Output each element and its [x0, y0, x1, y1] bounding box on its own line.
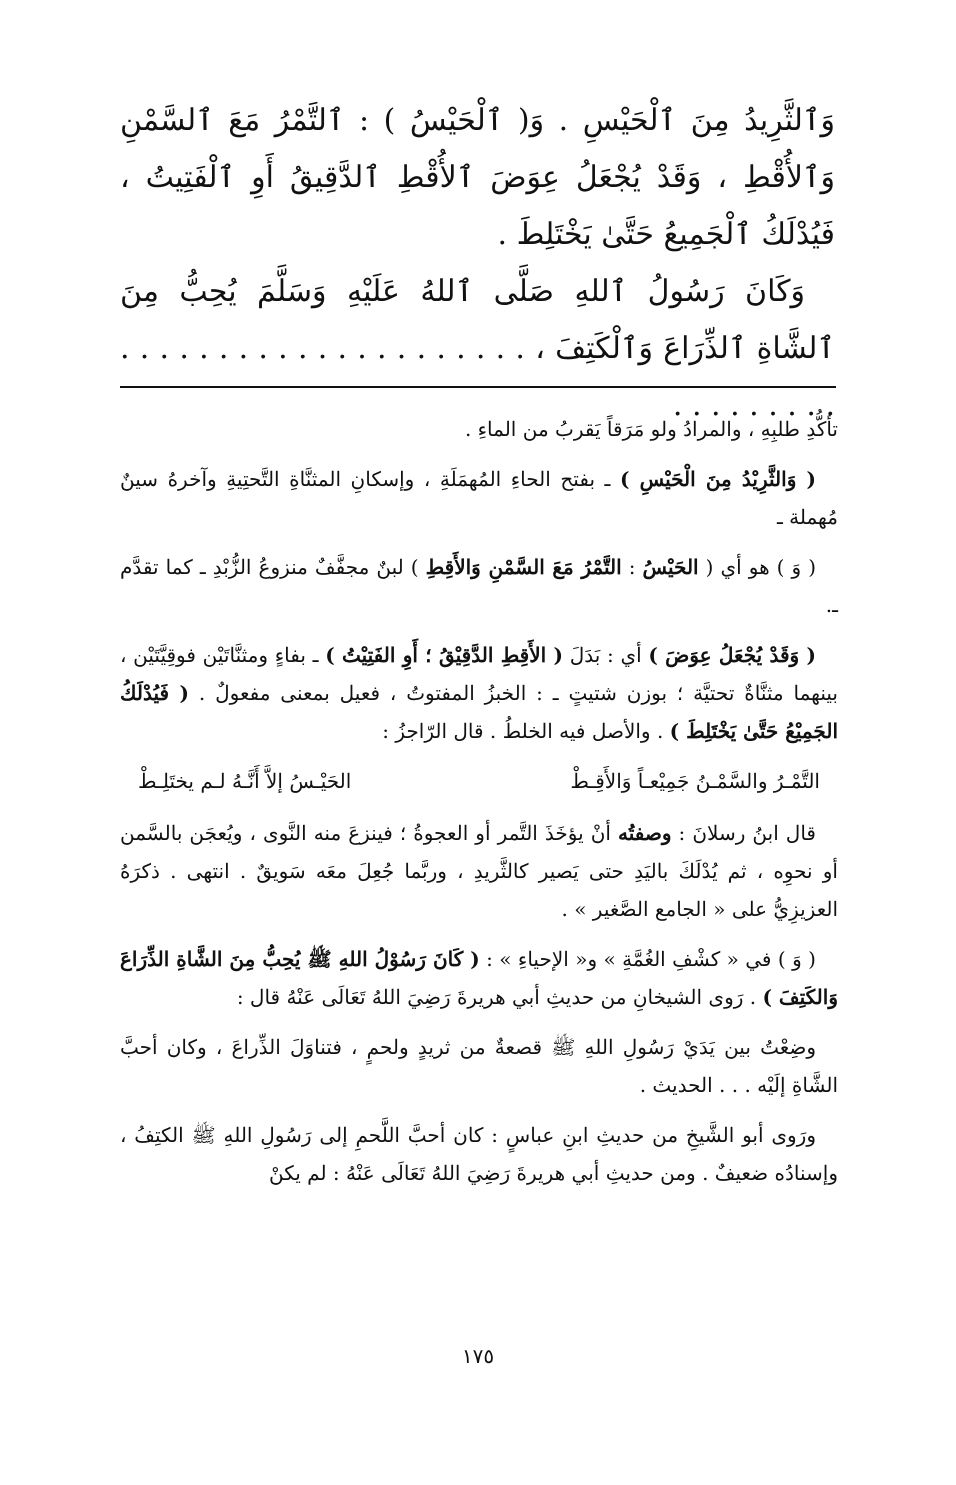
page-number: ١٧٥	[461, 1344, 495, 1368]
poetry-verse	[120, 762, 838, 800]
commentary-text: ( وَ ) في « كشْفِ الغُمَّةِ » و« الإحياءِ » :	[479, 947, 816, 971]
commentary-text: :	[621, 555, 643, 579]
commentary-text: . رَوى الشيخانِ من حديثِ أبي هريرةَ رَضِيَ اللهُ تَعَالَى عَنْهُ قال :	[236, 985, 763, 1009]
commentary-text: ـ بفاءٍ ومثنَّاتَيْن فوقِيَّتَيْن ، بينهما مثنَّاةٌ تحتيَّة ؛ بوزن شتيتٍ ـ : الخبزُ المفتوتُ ، فعيل بمعنى مفعولٌ .	[120, 643, 838, 705]
commentary-paragraph-1: تأكُّدِ طلبِهِ ، والمرادُ ولو مَرَقاً يَقربُ من الماءِ .	[464, 417, 838, 441]
quoted-phrase: ( وَالثَّرِيْدُ مِنَ الْحَيْسِ )	[619, 467, 816, 491]
quoted-phrase: ( كَانَ رَسُوْلُ اللهِ ﷺ يُحِبُّ مِنَ الشَّاةِ الذِّرَاعَ وَالكَتِفَ )	[120, 947, 838, 1009]
quoted-phrase: ( فَيُدْلَكُ الجَمِيْعُ حَتَّىٰ يَخْتَلِطَ )	[120, 681, 838, 743]
commentary-text: ( وَ ) هو أي (	[698, 555, 817, 579]
main-paragraph-1: وَٱلثَّرِيدُ مِنَ ٱلْحَيْسِ . وَ( ٱلْحَيْسُ ) : ٱلتَّمْرُ مَعَ ٱلسَّمْنِ وَٱلأُقْطِ ، وَقَدْ يُجْعَلُ عِوَضَ ٱلأُقْطِ ٱلدَّقِيقُ أَوِ ٱلْفَتِيتُ ، فَيُدْلَكُ ٱلْجَمِيعُ حَتَّىٰ يَخْتَلِطَ .	[120, 103, 835, 252]
main-text	[120, 92, 835, 434]
commentary-text: ـ بفتح الحاءِ المُهمَلَةِ ، وإسكانِ المثنَّاةِ التَّحتِيةِ وآخرهُ سينٌ مُهملة ـ	[120, 467, 838, 529]
separator-rule	[120, 386, 836, 388]
main-paragraph-2: وَكَانَ رَسُولُ ٱللهِ صَلَّى ٱللهُ عَلَيْهِ وَسَلَّمَ يُحِبُّ مِنَ ٱلشَّاةِ ٱلذِّرَاعَ وَٱلْكَتِفَ ، . . . . . . . . . . . . . . . . . . . . . . . . . . . . . .	[120, 274, 835, 423]
commentary-text: أنْ يؤخَذَ التَّمر أو العجوةُ ؛ فينزعَ منه النَّوى ، ويُعجَن بالسَّمن أو نحوِه ، ثم يُدْلَكَ باليَدِ حتى يَصير كالثَّريدِ ، وربَّما جُعِلَ معَه سَويقٌ . انتهى . ذكرَهُ العزيزِيُّ على « الجامع الصَّغير » .	[120, 821, 838, 921]
commentary-text: ) لبنٌ مجفَّفٌ منزوعُ الزُّبْدِ ـ كما تقدَّم ـ.	[120, 555, 838, 617]
commentary-paragraph-6	[120, 940, 838, 1016]
commentary-paragraph-3	[120, 548, 838, 624]
commentary-paragraph-2	[120, 460, 838, 536]
quoted-phrase: وصفتُه	[617, 821, 672, 845]
verse-first-hemistich: التَّمْـرُ والسَّمْـنُ جَمِيْعـاً وَالأَقِـطْ	[570, 769, 820, 793]
commentary	[120, 410, 838, 1204]
commentary-paragraph-8: ورَوى أبو الشَّيخِ من حديثِ ابنِ عباسٍ : كان أحبَّ اللَّحمِ إلى رَسُولِ اللهِ ﷺ الكتِفُ ، وإسنادُه ضعيفٌ . ومن حديثِ أبي هريرةَ رَضِيَ اللهُ تَعَالَى عَنْهُ : لم يكنْ	[120, 1123, 838, 1185]
commentary-paragraph-5	[120, 814, 838, 928]
commentary-text: أي : بَدَلَ	[562, 643, 649, 667]
commentary-paragraph-7: وضِعْتُ بين يَدَيْ رَسُولِ اللهِ ﷺ قصعةٌ من ثريدٍ ولحمٍ ، فتناوَلَ الذِّراعَ ، وكان أحبَّ الشَّاةِ إلَيْه . . . الحديث .	[120, 1035, 838, 1097]
quoted-phrase: ( الأَقِطِ الدَّقِيْقُ ؛ أَوِ الفَتِيْتُ )	[325, 643, 563, 667]
commentary-text: قال ابنُ رسلانَ :	[671, 821, 816, 845]
commentary-text: . والأصل فيه الخلطُ . قال الرّاجزُ :	[382, 719, 670, 743]
quoted-phrase: التَّمْرُ مَعَ السَّمْنِ وَالأَقِطِ	[425, 555, 622, 579]
quoted-phrase: الحَيْسُ	[642, 555, 699, 579]
commentary-paragraph-4	[120, 636, 838, 750]
quoted-phrase: ( وَقَدْ يُجْعَلُ عِوَضَ )	[648, 643, 816, 667]
verse-second-hemistich: الحَيْـسُ إلاَّ أَنَّـهُ لـم يختَلِـطْ	[138, 769, 352, 793]
